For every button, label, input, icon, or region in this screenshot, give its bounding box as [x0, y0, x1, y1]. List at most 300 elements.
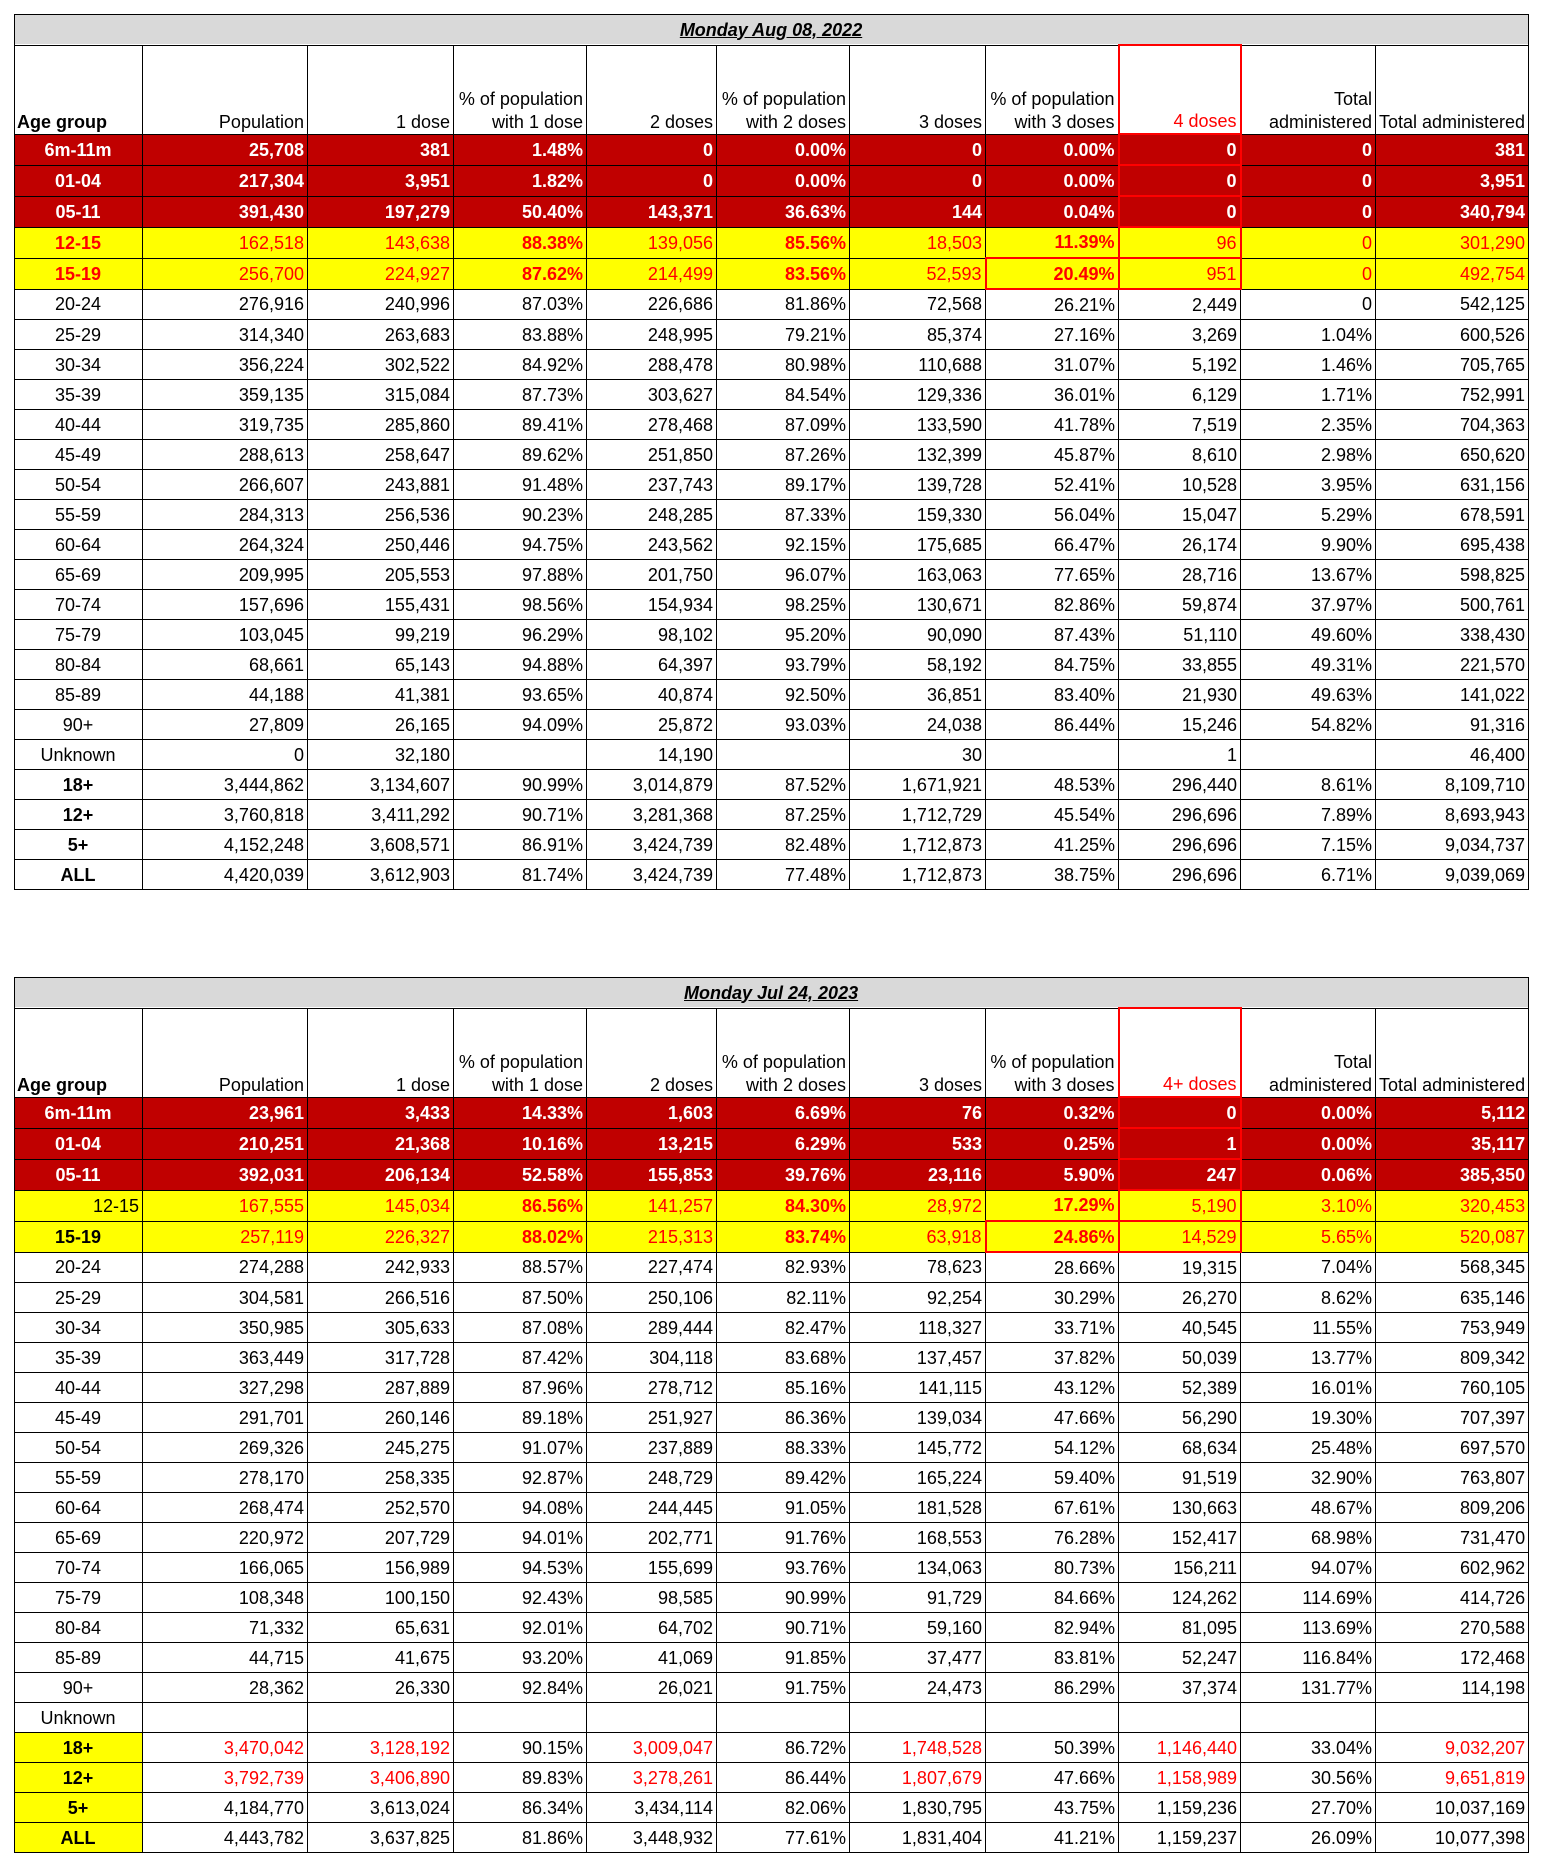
table-cell: 87.96%: [454, 1373, 587, 1403]
table-cell: 2.98%: [1241, 440, 1376, 470]
table-cell: 3,951: [1376, 165, 1529, 196]
table-cell: 226,327: [308, 1221, 454, 1252]
table-cell: 731,470: [1376, 1523, 1529, 1553]
table-cell: 8,693,943: [1376, 800, 1529, 830]
table-cell: 93.79%: [717, 650, 850, 680]
table-cell: 77.48%: [717, 860, 850, 890]
table-cell: 167,555: [143, 1190, 308, 1221]
table-cell: 0: [587, 134, 717, 165]
table-cell: 0: [1119, 134, 1241, 165]
table-row: [15, 1313, 1529, 1343]
table-row: [15, 1703, 1529, 1733]
table-cell: 30.56%: [1241, 1763, 1376, 1793]
table-cell: 3,608,571: [308, 830, 454, 860]
table-cell: 78,623: [850, 1252, 986, 1283]
table-cell: 84.54%: [717, 380, 850, 410]
table-cell: 46,400: [1376, 740, 1529, 770]
table-cell: 131.77%: [1241, 1673, 1376, 1703]
table-cell: [454, 1703, 587, 1733]
age-group-cell: 90+: [15, 1673, 143, 1703]
table-cell: 68,634: [1119, 1433, 1241, 1463]
table-cell: 1,146,440: [1119, 1733, 1241, 1763]
column-header: Total administered: [1376, 45, 1529, 134]
column-header: 1 dose: [308, 45, 454, 134]
column-header: 2 doses: [587, 45, 717, 134]
table-cell: 17.29%: [986, 1190, 1119, 1221]
table-cell: 0: [143, 740, 308, 770]
table-cell: 133,590: [850, 410, 986, 440]
table-cell: 500,761: [1376, 590, 1529, 620]
table-cell: 65,143: [308, 650, 454, 680]
table-cell: 248,285: [587, 500, 717, 530]
table-cell: 542,125: [1376, 289, 1529, 320]
table-cell: 51,110: [1119, 620, 1241, 650]
table-cell: 87.33%: [717, 500, 850, 530]
table-cell: 381: [308, 134, 454, 165]
table-cell: 82.47%: [717, 1313, 850, 1343]
table-cell: 391,430: [143, 196, 308, 227]
table-cell: 3,281,368: [587, 800, 717, 830]
table-cell: 11.39%: [986, 227, 1119, 258]
table-cell: 92.15%: [717, 530, 850, 560]
age-group-cell: 55-59: [15, 500, 143, 530]
table-cell: 181,528: [850, 1493, 986, 1523]
column-header: % of population with 1 dose: [454, 45, 587, 134]
table-cell: 98.56%: [454, 590, 587, 620]
table-cell: 90,090: [850, 620, 986, 650]
table-cell: 0.00%: [717, 134, 850, 165]
table-cell: 278,712: [587, 1373, 717, 1403]
table-cell: 248,995: [587, 320, 717, 350]
column-header: Population: [143, 45, 308, 134]
table-cell: 163,063: [850, 560, 986, 590]
table-cell: 289,444: [587, 1313, 717, 1343]
table-cell: 10,037,169: [1376, 1793, 1529, 1823]
table-cell: 48.67%: [1241, 1493, 1376, 1523]
table-cell: 82.94%: [986, 1613, 1119, 1643]
table-cell: 1,712,873: [850, 830, 986, 860]
table-cell: 1,159,237: [1119, 1823, 1241, 1853]
table-cell: 84.30%: [717, 1190, 850, 1221]
table-cell: 28.66%: [986, 1252, 1119, 1283]
age-group-cell: Unknown: [15, 740, 143, 770]
table-row: [15, 710, 1529, 740]
age-group-cell: 35-39: [15, 380, 143, 410]
table-row: [15, 740, 1529, 770]
table-cell: 269,326: [143, 1433, 308, 1463]
table-row: [15, 1403, 1529, 1433]
table-title-row: [15, 978, 1529, 1009]
table-cell: 23,116: [850, 1159, 986, 1190]
table-cell: 37,477: [850, 1643, 986, 1673]
table-cell: 15,047: [1119, 500, 1241, 530]
table-cell: 251,927: [587, 1403, 717, 1433]
age-group-cell: 90+: [15, 710, 143, 740]
table-cell: 25,872: [587, 710, 717, 740]
table-title: Monday Jul 24, 2023: [15, 978, 1529, 1009]
table-cell: 41.21%: [986, 1823, 1119, 1853]
table-cell: 156,211: [1119, 1553, 1241, 1583]
table-cell: 24,038: [850, 710, 986, 740]
table-cell: 141,115: [850, 1373, 986, 1403]
table-cell: 304,118: [587, 1343, 717, 1373]
table-cell: 89.62%: [454, 440, 587, 470]
table-cell: 108,348: [143, 1583, 308, 1613]
table-cell: 94.01%: [454, 1523, 587, 1553]
table-cell: 1,830,795: [850, 1793, 986, 1823]
table-cell: 533: [850, 1128, 986, 1159]
column-header: 2 doses: [587, 1008, 717, 1097]
table-cell: 3,406,890: [308, 1763, 454, 1793]
table-row: [15, 830, 1529, 860]
table-cell: [717, 1703, 850, 1733]
table-cell: 3,411,292: [308, 800, 454, 830]
table-cell: 27.16%: [986, 320, 1119, 350]
table-cell: 320,453: [1376, 1190, 1529, 1221]
table-cell: 705,765: [1376, 350, 1529, 380]
table-cell: 85.16%: [717, 1373, 850, 1403]
table-cell: 38.75%: [986, 860, 1119, 890]
table-cell: 45.87%: [986, 440, 1119, 470]
table-cell: 82.93%: [717, 1252, 850, 1283]
age-group-cell: 01-04: [15, 1128, 143, 1159]
table-cell: 27,809: [143, 710, 308, 740]
table-cell: 21,930: [1119, 680, 1241, 710]
age-group-cell: 25-29: [15, 320, 143, 350]
table-row: [15, 410, 1529, 440]
table-cell: 58,192: [850, 650, 986, 680]
column-header: Age group: [15, 45, 143, 134]
age-group-cell: 50-54: [15, 470, 143, 500]
table-row: [15, 1583, 1529, 1613]
table-cell: 25.48%: [1241, 1433, 1376, 1463]
table-cell: 3,612,903: [308, 860, 454, 890]
table-row: [15, 1463, 1529, 1493]
table-cell: 695,438: [1376, 530, 1529, 560]
table-row: [15, 380, 1529, 410]
table-cell: 3,424,739: [587, 830, 717, 860]
table-cell: 84.66%: [986, 1583, 1119, 1613]
table-row: [15, 650, 1529, 680]
table-cell: 242,933: [308, 1252, 454, 1283]
table-cell: 95.20%: [717, 620, 850, 650]
table-cell: 52,247: [1119, 1643, 1241, 1673]
age-group-cell: 80-84: [15, 1613, 143, 1643]
table-cell: 152,417: [1119, 1523, 1241, 1553]
table-cell: 65,631: [308, 1613, 454, 1643]
table-cell: 103,045: [143, 620, 308, 650]
column-header: Age group: [15, 1008, 143, 1097]
table-cell: 248,729: [587, 1463, 717, 1493]
table-row: [15, 1221, 1529, 1252]
table-row: [15, 1643, 1529, 1673]
table-cell: 98.25%: [717, 590, 850, 620]
table-cell: 302,522: [308, 350, 454, 380]
age-group-cell: 65-69: [15, 1523, 143, 1553]
age-group-cell: 40-44: [15, 1373, 143, 1403]
table-cell: 86.56%: [454, 1190, 587, 1221]
table-cell: 66.47%: [986, 530, 1119, 560]
table-cell: 5.65%: [1241, 1221, 1376, 1252]
table-cell: 3,269: [1119, 320, 1241, 350]
table-aug-2022: [14, 14, 1528, 890]
table-cell: 87.03%: [454, 289, 587, 320]
table-cell: 79.21%: [717, 320, 850, 350]
table-cell: 0: [850, 134, 986, 165]
table-cell: 33.71%: [986, 1313, 1119, 1343]
table-cell: 6.29%: [717, 1128, 850, 1159]
table-row: [15, 1493, 1529, 1523]
table-row: [15, 1252, 1529, 1283]
table-cell: [717, 740, 850, 770]
table-cell: 0: [1241, 227, 1376, 258]
table-cell: 92.43%: [454, 1583, 587, 1613]
table-cell: 28,362: [143, 1673, 308, 1703]
table-cell: 63,918: [850, 1221, 986, 1252]
table-cell: 205,553: [308, 560, 454, 590]
table-cell: 89.42%: [717, 1463, 850, 1493]
table-cell: 0: [1241, 134, 1376, 165]
table-cell: 319,735: [143, 410, 308, 440]
table-cell: 156,989: [308, 1553, 454, 1583]
table-cell: 356,224: [143, 350, 308, 380]
age-group-cell: 60-64: [15, 1493, 143, 1523]
table-cell: 1,158,989: [1119, 1763, 1241, 1793]
table-cell: 256,536: [308, 500, 454, 530]
table-cell: 92.84%: [454, 1673, 587, 1703]
table-cell: 26,174: [1119, 530, 1241, 560]
table-cell: 110,688: [850, 350, 986, 380]
age-group-cell: 6m-11m: [15, 134, 143, 165]
table-cell: 59.40%: [986, 1463, 1119, 1493]
table-cell: 87.62%: [454, 258, 587, 289]
table-cell: 93.03%: [717, 710, 850, 740]
table-cell: 278,468: [587, 410, 717, 440]
table-title-row: [15, 15, 1529, 46]
table-cell: 28,716: [1119, 560, 1241, 590]
age-group-cell: 60-64: [15, 530, 143, 560]
table-cell: 1,712,729: [850, 800, 986, 830]
table-cell: 9,032,207: [1376, 1733, 1529, 1763]
table-cell: 288,478: [587, 350, 717, 380]
table-row: [15, 440, 1529, 470]
table-cell: 155,431: [308, 590, 454, 620]
table-row: [15, 134, 1529, 165]
table-cell: 250,106: [587, 1283, 717, 1313]
age-group-cell: Unknown: [15, 1703, 143, 1733]
table-cell: 32.90%: [1241, 1463, 1376, 1493]
table-cell: 3,613,024: [308, 1793, 454, 1823]
table-cell: 100,150: [308, 1583, 454, 1613]
table-cell: 257,119: [143, 1221, 308, 1252]
table-cell: 1: [1119, 1128, 1241, 1159]
age-group-cell: ALL: [15, 1823, 143, 1853]
table-cell: 237,889: [587, 1433, 717, 1463]
table-cell: 0: [1241, 165, 1376, 196]
table-cell: 26.21%: [986, 289, 1119, 320]
column-header: Total administered: [1241, 45, 1376, 134]
table-cell: 809,342: [1376, 1343, 1529, 1373]
age-group-cell: 80-84: [15, 650, 143, 680]
table-cell: 172,468: [1376, 1643, 1529, 1673]
column-header: % of population with 2 doses: [717, 45, 850, 134]
table-cell: 40,874: [587, 680, 717, 710]
table-cell: 3,134,607: [308, 770, 454, 800]
age-group-cell: 20-24: [15, 1252, 143, 1283]
age-group-cell: 85-89: [15, 1643, 143, 1673]
table-cell: 1,671,921: [850, 770, 986, 800]
age-group-cell: 01-04: [15, 165, 143, 196]
table-cell: 363,449: [143, 1343, 308, 1373]
table-cell: 41.25%: [986, 830, 1119, 860]
table-cell: 94.88%: [454, 650, 587, 680]
table-cell: 162,518: [143, 227, 308, 258]
header-row: [15, 45, 1529, 134]
age-group-cell: 70-74: [15, 590, 143, 620]
table-cell: 81.86%: [717, 289, 850, 320]
table-cell: 3,128,192: [308, 1733, 454, 1763]
table-cell: 83.74%: [717, 1221, 850, 1252]
table-cell: 266,607: [143, 470, 308, 500]
table-cell: 243,881: [308, 470, 454, 500]
table-cell: 0.00%: [986, 165, 1119, 196]
table-cell: 3,760,818: [143, 800, 308, 830]
table-cell: 134,063: [850, 1553, 986, 1583]
table-cell: 3,278,261: [587, 1763, 717, 1793]
column-header: Population: [143, 1008, 308, 1097]
table-cell: 5,192: [1119, 350, 1241, 380]
table-cell: 118,327: [850, 1313, 986, 1343]
table-cell: 16.01%: [1241, 1373, 1376, 1403]
table-row: [15, 320, 1529, 350]
table-cell: 50.40%: [454, 196, 587, 227]
table-cell: 8,109,710: [1376, 770, 1529, 800]
table-row: [15, 770, 1529, 800]
table-cell: 139,056: [587, 227, 717, 258]
table-cell: 86.44%: [986, 710, 1119, 740]
table-cell: 145,772: [850, 1433, 986, 1463]
table-cell: 90.15%: [454, 1733, 587, 1763]
table-cell: 600,526: [1376, 320, 1529, 350]
table-cell: 85.56%: [717, 227, 850, 258]
table-cell: 39.76%: [717, 1159, 850, 1190]
table-cell: 96.07%: [717, 560, 850, 590]
table-cell: 2.35%: [1241, 410, 1376, 440]
table-cell: 263,683: [308, 320, 454, 350]
table-row: [15, 1553, 1529, 1583]
table-cell: 252,570: [308, 1493, 454, 1523]
table-cell: 284,313: [143, 500, 308, 530]
table-cell: 247: [1119, 1159, 1241, 1190]
age-group-cell: 15-19: [15, 1221, 143, 1252]
table-cell: 90.23%: [454, 500, 587, 530]
table-cell: 81,095: [1119, 1613, 1241, 1643]
table-cell: 129,336: [850, 380, 986, 410]
table-cell: 94.08%: [454, 1493, 587, 1523]
table-cell: 157,696: [143, 590, 308, 620]
table-cell: 278,170: [143, 1463, 308, 1493]
table-cell: 86.29%: [986, 1673, 1119, 1703]
table-cell: 3,434,114: [587, 1793, 717, 1823]
table-cell: 143,638: [308, 227, 454, 258]
table-cell: 59,874: [1119, 590, 1241, 620]
table-cell: 7.89%: [1241, 800, 1376, 830]
table-cell: 3,009,047: [587, 1733, 717, 1763]
table-cell: 99,219: [308, 620, 454, 650]
table-cell: 45.54%: [986, 800, 1119, 830]
table-cell: 91,316: [1376, 710, 1529, 740]
table-cell: 704,363: [1376, 410, 1529, 440]
table-cell: 631,156: [1376, 470, 1529, 500]
table-cell: 217,304: [143, 165, 308, 196]
table-cell: 697,570: [1376, 1433, 1529, 1463]
table-cell: 0: [1119, 196, 1241, 227]
table-cell: 6.69%: [717, 1097, 850, 1128]
table-row: [15, 530, 1529, 560]
age-group-cell: 65-69: [15, 560, 143, 590]
table-cell: 3,951: [308, 165, 454, 196]
table-cell: 753,949: [1376, 1313, 1529, 1343]
table-cell: 3,444,862: [143, 770, 308, 800]
table-cell: 5,112: [1376, 1097, 1529, 1128]
table-cell: 91.85%: [717, 1643, 850, 1673]
table-cell: 141,022: [1376, 680, 1529, 710]
table-row: [15, 1673, 1529, 1703]
table-cell: 81.74%: [454, 860, 587, 890]
table-cell: 752,991: [1376, 380, 1529, 410]
table-row: [15, 1823, 1529, 1853]
age-group-cell: 35-39: [15, 1343, 143, 1373]
table-row: [15, 1793, 1529, 1823]
column-header: Total administered: [1376, 1008, 1529, 1097]
table-cell: 13.77%: [1241, 1343, 1376, 1373]
table-cell: 90.99%: [717, 1583, 850, 1613]
table-cell: 59,160: [850, 1613, 986, 1643]
table-cell: 197,279: [308, 196, 454, 227]
table-cell: 224,927: [308, 258, 454, 289]
table-cell: 87.25%: [717, 800, 850, 830]
table-cell: 258,335: [308, 1463, 454, 1493]
age-group-cell: 05-11: [15, 196, 143, 227]
table-cell: 89.41%: [454, 410, 587, 440]
table-cell: 87.42%: [454, 1343, 587, 1373]
table-cell: 36.01%: [986, 380, 1119, 410]
column-header: % of population with 2 doses: [717, 1008, 850, 1097]
table-cell: 90.71%: [454, 800, 587, 830]
table-row: [15, 1763, 1529, 1793]
table-cell: 139,728: [850, 470, 986, 500]
age-group-cell: 15-19: [15, 258, 143, 289]
table-cell: 0: [1241, 289, 1376, 320]
column-header: 4 doses: [1119, 45, 1241, 134]
table-row: [15, 470, 1529, 500]
table-cell: 88.38%: [454, 227, 587, 258]
table-cell: 951: [1119, 258, 1241, 289]
table-cell: 33.04%: [1241, 1733, 1376, 1763]
table-cell: 5,190: [1119, 1190, 1241, 1221]
table-row: [15, 1733, 1529, 1763]
table-cell: 94.75%: [454, 530, 587, 560]
table-cell: 139,034: [850, 1403, 986, 1433]
table-cell: 41,069: [587, 1643, 717, 1673]
table-cell: 91.76%: [717, 1523, 850, 1553]
table-cell: 36,851: [850, 680, 986, 710]
table-cell: 33,855: [1119, 650, 1241, 680]
age-group-cell: 20-24: [15, 289, 143, 320]
table-cell: 64,702: [587, 1613, 717, 1643]
table-cell: 24.86%: [986, 1221, 1119, 1252]
table-cell: 1.82%: [454, 165, 587, 196]
